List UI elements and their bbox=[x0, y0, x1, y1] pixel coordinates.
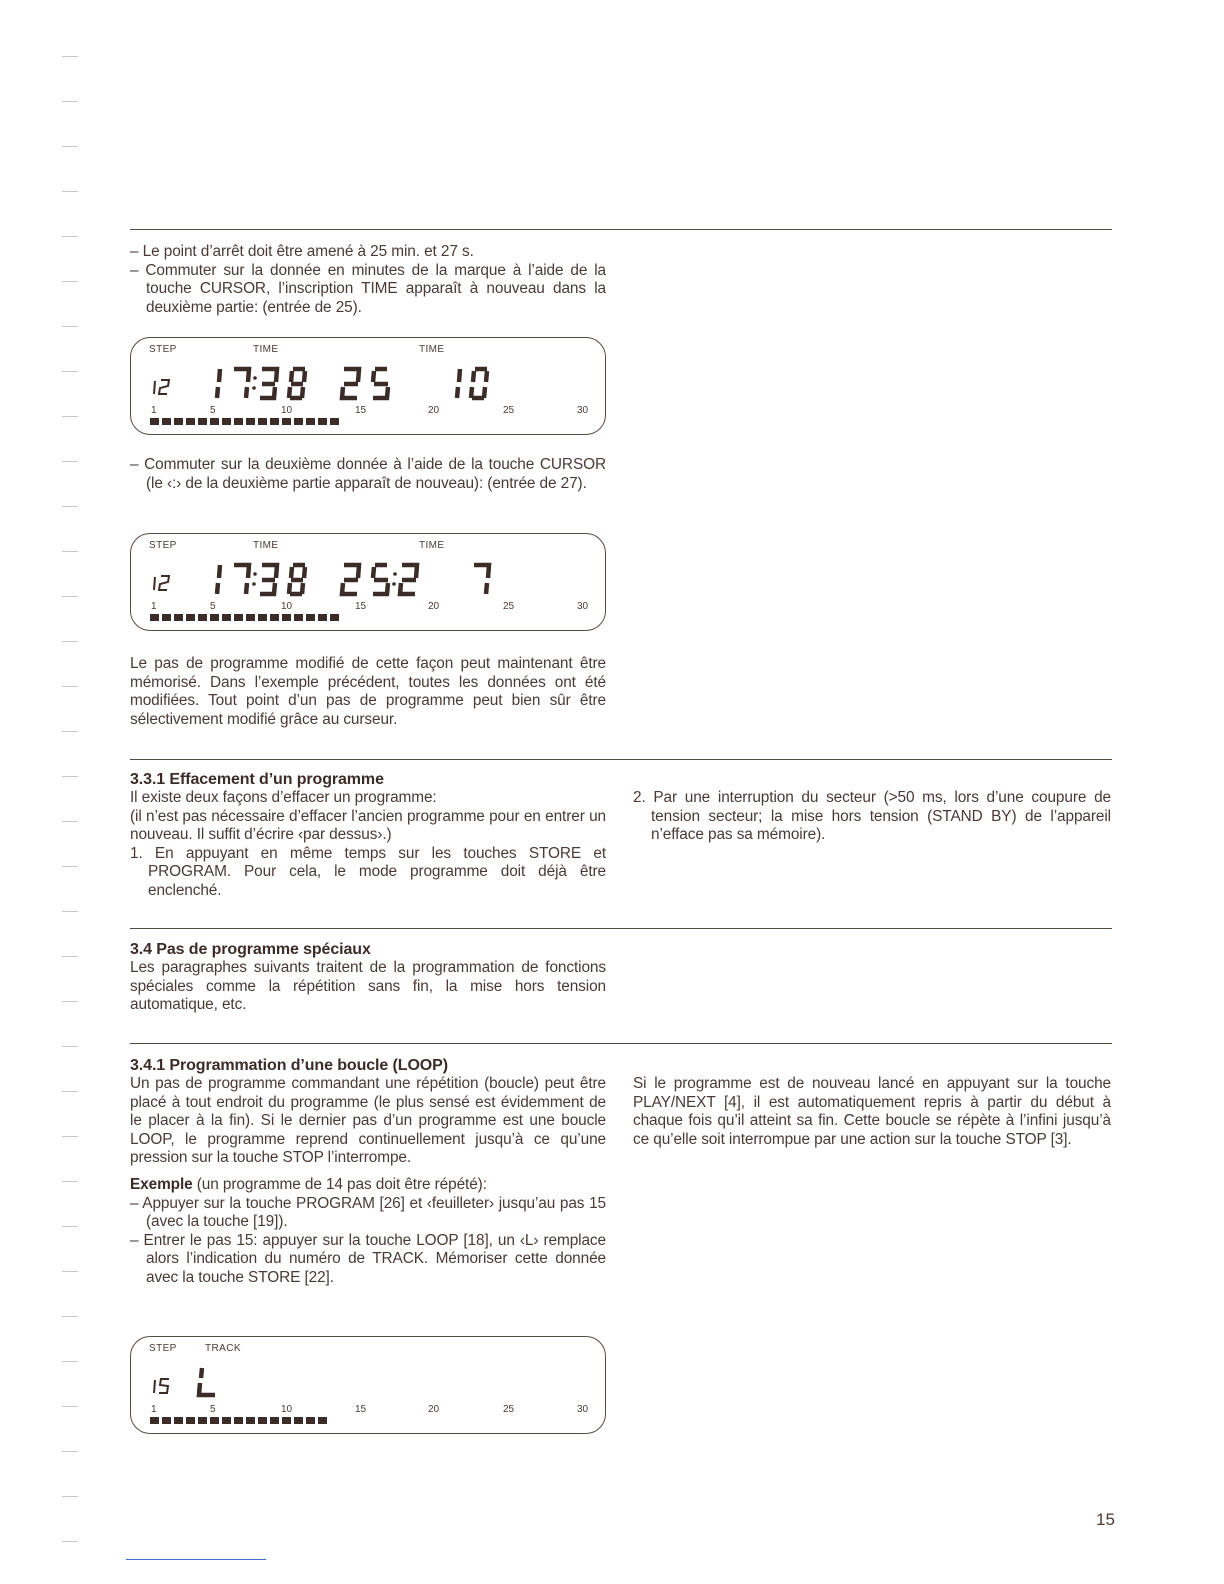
margin-tick bbox=[62, 1226, 78, 1227]
step-label: STEP bbox=[149, 344, 177, 355]
tick-label: 1 bbox=[151, 405, 157, 416]
margin-tick bbox=[62, 281, 78, 282]
margin-tick bbox=[62, 776, 78, 777]
section-rule bbox=[130, 928, 1112, 929]
section-rule bbox=[130, 759, 1112, 760]
margin-tick bbox=[62, 821, 78, 822]
margin-tick bbox=[62, 1001, 78, 1002]
step-segment bbox=[330, 418, 339, 425]
margin-tick bbox=[62, 1271, 78, 1272]
margin-tick bbox=[62, 1406, 78, 1407]
time-label: TIME bbox=[253, 344, 279, 355]
step-segment bbox=[330, 614, 339, 621]
step-segment bbox=[222, 614, 231, 621]
example-text: (un programme de 14 pas doit être répété): bbox=[192, 1175, 487, 1193]
step-segment bbox=[282, 418, 291, 425]
step-segment bbox=[198, 1417, 207, 1424]
margin-tick bbox=[62, 506, 78, 507]
list-item: – Commuter sur la donnée en minutes de la marque à l’aide de la touche CURSOR, l’inscription TIME apparaît à nouveau dans la deuxième partie: (entrée de 25). bbox=[130, 261, 606, 316]
step-segment bbox=[270, 418, 279, 425]
tick-label: 10 bbox=[281, 405, 293, 416]
tick-label: 20 bbox=[428, 601, 440, 612]
step-segment bbox=[258, 418, 267, 425]
step-segment bbox=[318, 1417, 327, 1424]
step-label: STEP bbox=[149, 1343, 177, 1354]
step-segment bbox=[234, 614, 243, 621]
step-segment bbox=[198, 614, 207, 621]
margin-tick bbox=[62, 1181, 78, 1182]
example-line bbox=[130, 1176, 606, 1195]
step-segment bbox=[198, 418, 207, 425]
tick-label: 30 bbox=[577, 601, 589, 612]
step-segment bbox=[186, 1417, 195, 1424]
paragraph: (il n’est pas nécessaire d’effacer l’ancien programme pour en entrer un nouveau. Il suffit d’écrire ‹par dessus›.) bbox=[130, 807, 606, 844]
tick-label: 20 bbox=[428, 1404, 440, 1415]
footer-underline bbox=[126, 1559, 266, 1560]
margin-tick bbox=[62, 1316, 78, 1317]
step-segment bbox=[306, 614, 315, 621]
section-heading: 3.4.1 Programmation d’une boucle (LOOP) bbox=[130, 1057, 448, 1074]
lcd-display-2 bbox=[130, 533, 606, 631]
margin-tick bbox=[62, 641, 78, 642]
step-segment bbox=[174, 614, 183, 621]
step-segment bbox=[270, 614, 279, 621]
list-item: – Le point d’arrêt doit être amené à 25 min. et 27 s. bbox=[130, 243, 474, 260]
margin-tick bbox=[62, 191, 78, 192]
step-segment bbox=[234, 418, 243, 425]
margin-tick bbox=[62, 146, 78, 147]
step-segment bbox=[222, 418, 231, 425]
section-rule bbox=[130, 1043, 1112, 1044]
lcd-display-1 bbox=[130, 337, 606, 435]
list-item: 1. En appuyant en même temps sur les touches STORE et PROGRAM. Pour cela, le mode programme doit déjà être enclenché. bbox=[130, 844, 606, 899]
tick-label: 15 bbox=[355, 405, 367, 416]
step-progress-bar bbox=[150, 1417, 327, 1424]
tick-label: 5 bbox=[210, 601, 216, 612]
margin-tick bbox=[62, 1496, 78, 1497]
tick-label: 30 bbox=[577, 405, 589, 416]
time-label: TIME bbox=[419, 344, 445, 355]
step-segment bbox=[258, 614, 267, 621]
step-segment bbox=[150, 1417, 159, 1424]
step-label: STEP bbox=[149, 540, 177, 551]
step-segment bbox=[258, 1417, 267, 1424]
modified-paragraph: Le pas de programme modifié de cette façon peut maintenant être mémorisé. Dans l’exemple précédent, toutes les données ont été modifiées. Tout point d’un pas de programme peut bien sûr être sélectivement modifié grâce au curseur. bbox=[130, 655, 606, 728]
section-heading: 3.4 Pas de programme spéciaux bbox=[130, 941, 371, 958]
tick-label: 25 bbox=[503, 1404, 515, 1415]
step-segment bbox=[318, 614, 327, 621]
tick-label: 1 bbox=[151, 601, 157, 612]
section-3-4-1-right: Si le programme est de nouveau lancé en appuyant sur la touche PLAY/NEXT [4], il est automatiquement repris à partir du début à chaque fois qu’il atteint sa fin. Cette boucle se répète à l’infini jusqu’à ce qu’elle soit interrompue par une action sur la touche STOP [3]. bbox=[633, 1075, 1111, 1148]
step-segment bbox=[222, 1417, 231, 1424]
margin-tick bbox=[62, 1046, 78, 1047]
step-segment bbox=[174, 418, 183, 425]
margin-tick bbox=[62, 371, 78, 372]
margin-tick bbox=[62, 101, 78, 102]
step-segment bbox=[282, 614, 291, 621]
tick-label: 5 bbox=[210, 405, 216, 416]
time-label: TIME bbox=[253, 540, 279, 551]
intro-list bbox=[130, 243, 606, 317]
step-segment bbox=[306, 418, 315, 425]
step-segment bbox=[270, 1417, 279, 1424]
margin-tick bbox=[62, 236, 78, 237]
example-label: Exemple bbox=[130, 1175, 193, 1193]
time-label: TIME bbox=[419, 540, 445, 551]
step-segment bbox=[246, 1417, 255, 1424]
step-segment bbox=[234, 1417, 243, 1424]
margin-tick bbox=[62, 1451, 78, 1452]
margin-tick bbox=[62, 911, 78, 912]
margin-tick bbox=[62, 326, 78, 327]
paragraph: Un pas de programme commandant une répétition (boucle) peut être placé à tout endroit du programme (le plus sensé est évidemment de le placer à la fin). Si le dernier pas d’un programme est une boucle LOOP, le programme reprend continuellement jusqu’à ce qu’une pression sur la touche STOP l’interrompe. bbox=[130, 1075, 606, 1167]
margin-tick bbox=[62, 866, 78, 867]
step-segment bbox=[162, 418, 171, 425]
margin-tick bbox=[62, 1136, 78, 1137]
paragraph: Il existe deux façons d’effacer un programme: bbox=[130, 789, 437, 806]
step-segment bbox=[282, 1417, 291, 1424]
list-item: – Entrer le pas 15: appuyer sur la touche LOOP [18], un ‹L› remplace alors l’indication du numéro de TRACK. Mémoriser cette donnée avec la touche STORE [22]. bbox=[130, 1231, 606, 1286]
list-item: 2. Par une interruption du secteur (>50 ms, lors d’une coupure de tension secteur; la mise hors tension (STAND BY) de l’appareil n’efface pas sa mémoire). bbox=[633, 789, 1111, 844]
step-segment bbox=[186, 418, 195, 425]
page-number: 15 bbox=[1096, 1510, 1115, 1529]
step-segment bbox=[210, 614, 219, 621]
margin-tick bbox=[62, 1541, 78, 1542]
section-heading: 3.3.1 Effacement d’un programme bbox=[130, 771, 384, 788]
step-segment bbox=[246, 418, 255, 425]
lcd-display-3 bbox=[130, 1336, 606, 1434]
section-rule bbox=[130, 229, 1112, 230]
step-segment bbox=[318, 418, 327, 425]
margin-tick bbox=[62, 1361, 78, 1362]
margin-tick bbox=[62, 731, 78, 732]
section-3-3-1-right bbox=[633, 789, 1111, 845]
section-3-3-1 bbox=[130, 770, 606, 901]
step-segment bbox=[162, 1417, 171, 1424]
list-item: – Appuyer sur la touche PROGRAM [26] et ‹feuilleter› jusqu’au pas 15 (avec la touche [19]). bbox=[130, 1194, 606, 1231]
margin-tick bbox=[62, 461, 78, 462]
step-segment bbox=[174, 1417, 183, 1424]
margin-tick bbox=[62, 686, 78, 687]
step-progress-bar bbox=[150, 418, 339, 425]
step-segment bbox=[294, 1417, 303, 1424]
step-segment bbox=[210, 1417, 219, 1424]
margin-tick bbox=[62, 596, 78, 597]
margin-tick bbox=[62, 551, 78, 552]
step-segment bbox=[294, 614, 303, 621]
step-segment bbox=[246, 614, 255, 621]
tick-label: 20 bbox=[428, 405, 440, 416]
tick-label: 25 bbox=[503, 405, 515, 416]
section-3-4-1 bbox=[130, 1056, 606, 1288]
tick-label: 10 bbox=[281, 601, 293, 612]
step-segment bbox=[150, 418, 159, 425]
margin-tick bbox=[62, 56, 78, 57]
section-3-4 bbox=[130, 940, 606, 1015]
step-progress-bar bbox=[150, 614, 339, 621]
cursor-instruction bbox=[130, 456, 606, 493]
tick-label: 10 bbox=[281, 1404, 293, 1415]
track-label: TRACK bbox=[205, 1343, 241, 1354]
margin-tick bbox=[62, 1091, 78, 1092]
step-segment bbox=[294, 418, 303, 425]
step-segment bbox=[150, 614, 159, 621]
tick-label: 15 bbox=[355, 601, 367, 612]
step-segment bbox=[210, 418, 219, 425]
step-segment bbox=[186, 614, 195, 621]
list-item: – Commuter sur la deuxième donnée à l’aide de la touche CURSOR (le ‹:› de la deuxième partie apparaît de nouveau): (entrée de 27). bbox=[130, 456, 606, 492]
step-segment bbox=[306, 1417, 315, 1424]
tick-label: 30 bbox=[577, 1404, 589, 1415]
tick-label: 15 bbox=[355, 1404, 367, 1415]
paragraph: Les paragraphes suivants traitent de la programmation de fonctions spéciales comme la répétition sans fin, la mise hors tension automatique, etc. bbox=[130, 959, 606, 1014]
tick-label: 5 bbox=[210, 1404, 216, 1415]
tick-label: 25 bbox=[503, 601, 515, 612]
margin-tick bbox=[62, 956, 78, 957]
tick-label: 1 bbox=[151, 1404, 157, 1415]
step-segment bbox=[162, 614, 171, 621]
margin-tick bbox=[62, 416, 78, 417]
